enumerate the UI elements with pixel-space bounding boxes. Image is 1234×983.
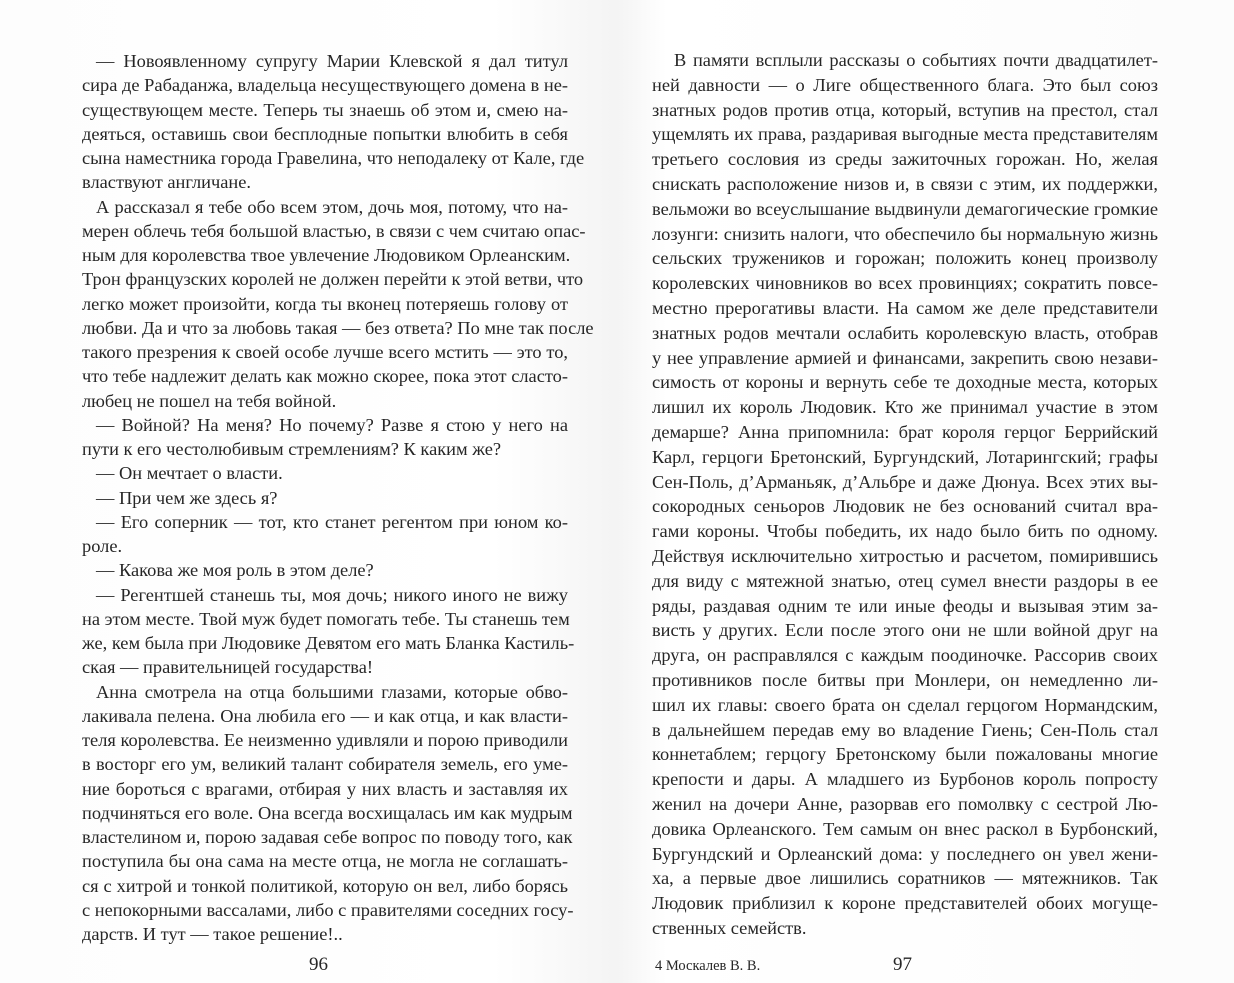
text-line: ха, а первые двое лишились соратников — мятежников. Так (652, 868, 1158, 889)
text-line: коннетаблем; герцогу Бретонскому были пожалованы многие (652, 744, 1158, 765)
text-line: властвуют англичане. (82, 172, 252, 193)
paragraph (82, 680, 574, 947)
text-line: — Его соперник — тот, кто станет регентом при юном ко- (96, 511, 568, 532)
text-line: деяться, оставишь свои бесплодные попытки влюбить в себя (82, 123, 568, 144)
text-line: противников после битвы при Монлери, он немедленно ли- (652, 669, 1158, 690)
text-line: лозунги: снизить налоги, что обеспечило бы нормальную жизнь (652, 223, 1158, 244)
text-line: ным для королевства твое увлечение Людовиком Орлеанским. (82, 245, 571, 265)
text-line: ственных семейств. (652, 917, 807, 938)
text-line: вельможи во всеуслышание выдвинули демагогические громкие (652, 198, 1158, 219)
text-line: поступила бы она сама на месте отца, не могла не соглашать- (82, 851, 568, 872)
paragraph (82, 461, 568, 485)
text-line: на этом месте. Твой муж будет помогать тебе. Ты станешь тем (82, 608, 570, 629)
paragraph (82, 486, 568, 510)
text-line: Карл, герцоги Бретонский, Бургундский, Лотарингский; графы (652, 446, 1158, 467)
page-number-right: 97 (893, 954, 912, 975)
text-line: — Регентшей станешь ты, моя дочь; никого иного не вижу (96, 584, 568, 605)
text-line: В памяти всплыли рассказы о событиях почти двадцатилет- (674, 50, 1158, 70)
text-line: дарств. И тут — такое решение!.. (82, 924, 343, 944)
text-line: демарше? Анна припомнила: брат короля герцог Беррийский (652, 421, 1158, 442)
text-line: ряды, раздавая одним те или иные феоды и вызывая этим за- (652, 595, 1158, 616)
signature-mark: 4 Москалев В. В. (655, 958, 761, 974)
text-line: Людовик приблизил к короне представителей обоих могуще- (652, 893, 1158, 914)
paragraph (82, 49, 585, 195)
right-page-text (652, 48, 1158, 941)
text-line: существующем месте. Теперь ты знаешь об этом и, смею на- (82, 99, 568, 120)
text-line: подчиняться его воле. Она всегда восхищалась им как мудрым (82, 802, 573, 823)
left-page-text (82, 49, 594, 946)
paragraph (82, 195, 594, 413)
text-line: снискать расположение низов и, в связи с этим, их поддержки, (652, 173, 1158, 194)
text-line: ние бороться с врагами, отбирая у них власть и заставляя их (82, 778, 568, 799)
text-line: Сен-Поль, д’Арманьяк, д’Альбре и даже Дюнуа. Всех этих вы- (652, 471, 1158, 492)
text-line: — Какова же моя роль в этом деле? (96, 560, 374, 581)
text-line: симость от короны и вернуть себе те доходные места, которых (652, 372, 1158, 393)
text-line: любец не пошел на тебя войной. (82, 390, 337, 411)
text-line: ней давности — о Лиге общественного блага. Это был союз (652, 74, 1158, 95)
text-line: теля королевства. Ее неизменно удивляли и порою приводили (82, 730, 568, 750)
text-line: такого презрения к своей особе лучше всего мстить — это то, (82, 342, 568, 362)
text-line: лишил их король Людовик. Кто же принимал участие в этом (652, 397, 1158, 418)
text-line: Трон французских королей не должен перейти к этой ветви, что (82, 269, 584, 290)
text-line: висть у других. Если после этого они не шли войной друг на (652, 620, 1158, 641)
paragraph (82, 558, 568, 582)
text-line: сельских тружеников и горожан; положить конец произволу (652, 248, 1158, 269)
text-line: — Он мечтает о власти. (96, 463, 283, 484)
text-line: Анна смотрела на отца большими глазами, которые обво- (96, 681, 568, 702)
paragraph (82, 510, 568, 559)
text-line: любви. Да и что за любовь такая — без ответа? По мне так после (82, 317, 594, 338)
text-line: третьего сословия из среды зажиточных горожан. Но, желая (652, 149, 1158, 170)
text-line: властелином и, порою задавая себе вопрос по поводу того, как (82, 827, 573, 847)
text-line: Бургундский и Орлеанский дома: у последнего он увел жени- (652, 843, 1158, 864)
text-line: лакивала пелена. Она любила его — и как отца, и как власти- (82, 705, 568, 726)
text-line: крепости и дары. А младшего из Бурбонов король попросту (652, 769, 1158, 790)
text-line: в восторг его ум, великий талант собирателя земель, его уме- (82, 754, 568, 775)
text-line: шил их главы: своего брата он сделал герцогом Нормандским, (652, 694, 1158, 715)
text-line: знатных родов против отца, который, вступив на престол, стал (652, 99, 1158, 120)
text-line: легко может произойти, когда ты вконец потеряешь голову от (82, 293, 568, 314)
text-line: ская — правительницей государства! (82, 657, 373, 678)
text-line: у нее управление армией и финансами, закрепить свою незави- (652, 347, 1158, 368)
text-line: для виду с мятежной знатью, отец сумел внести раздоры в ее (652, 570, 1158, 591)
paragraph (652, 48, 1158, 941)
text-line: роле. (82, 536, 123, 556)
text-line: же, кем была при Людовике Девятом его мать Бланка Кастиль- (82, 633, 575, 653)
text-line: в дальнейшем передав ему во владение Гиень; Сен-Поль стал (652, 719, 1158, 740)
text-line: королевских чиновников во всех провинциях; сократить повсе- (652, 273, 1158, 294)
text-line: ся с хитрой и тонкой политикой, которую он вел, либо борясь (82, 875, 568, 896)
text-line: — Войной? На меня? Но почему? Разве я стою у него на (96, 414, 568, 435)
text-line: знатных родов мечтали ослабить королевскую власть, отобрав (652, 322, 1158, 343)
text-line: сокородных сеньоров Людовик не без оснований считал вра- (652, 496, 1158, 517)
text-line: пути к его честолюбивым стремлениям? К каким же? (82, 439, 502, 459)
text-line: — Новоявленному супругу Марии Клевской я дал титул (96, 51, 568, 71)
text-line: друга, он расправлялся с каждым поодиночке. Рассорив своих (652, 645, 1158, 666)
paragraph (82, 413, 568, 462)
text-line: женил на дочери Анне, разорвав его помолвку с сестрой Лю- (652, 793, 1158, 814)
text-line: Действуя исключительно хитростью и расчетом, помирившись (652, 545, 1158, 566)
text-line: мерен облечь тебя большой властью, в связи с чем считаю опас- (82, 220, 586, 241)
text-line: А рассказал я тебе обо всем этом, дочь моя, потому, что на- (96, 196, 568, 217)
paragraph (82, 583, 575, 680)
text-line: — При чем же здесь я? (96, 487, 278, 508)
text-line: местно прерогативы власти. На самом же деле представители (652, 297, 1158, 318)
text-line: сира де Рабаданжа, владельца несуществующего домена в не- (82, 75, 568, 96)
text-line: ущемлять их права, раздаривая выгодные места представителям (652, 124, 1158, 145)
text-line: довика Орлеанского. Тем самым он внес раскол в Бурбонский, (652, 818, 1158, 839)
page-number-left: 96 (309, 954, 328, 975)
text-line: с непокорными вассалами, либо с правителями соседних госу- (82, 899, 574, 920)
text-line: что тебе надлежит делать как можно скорее, пока этот сласто- (82, 366, 568, 387)
text-line: гами короны. Чтобы победить, их надо было бить по одному. (652, 521, 1158, 542)
text-line: сына наместника города Гравелина, что неподалеку от Кале, где (82, 148, 585, 168)
